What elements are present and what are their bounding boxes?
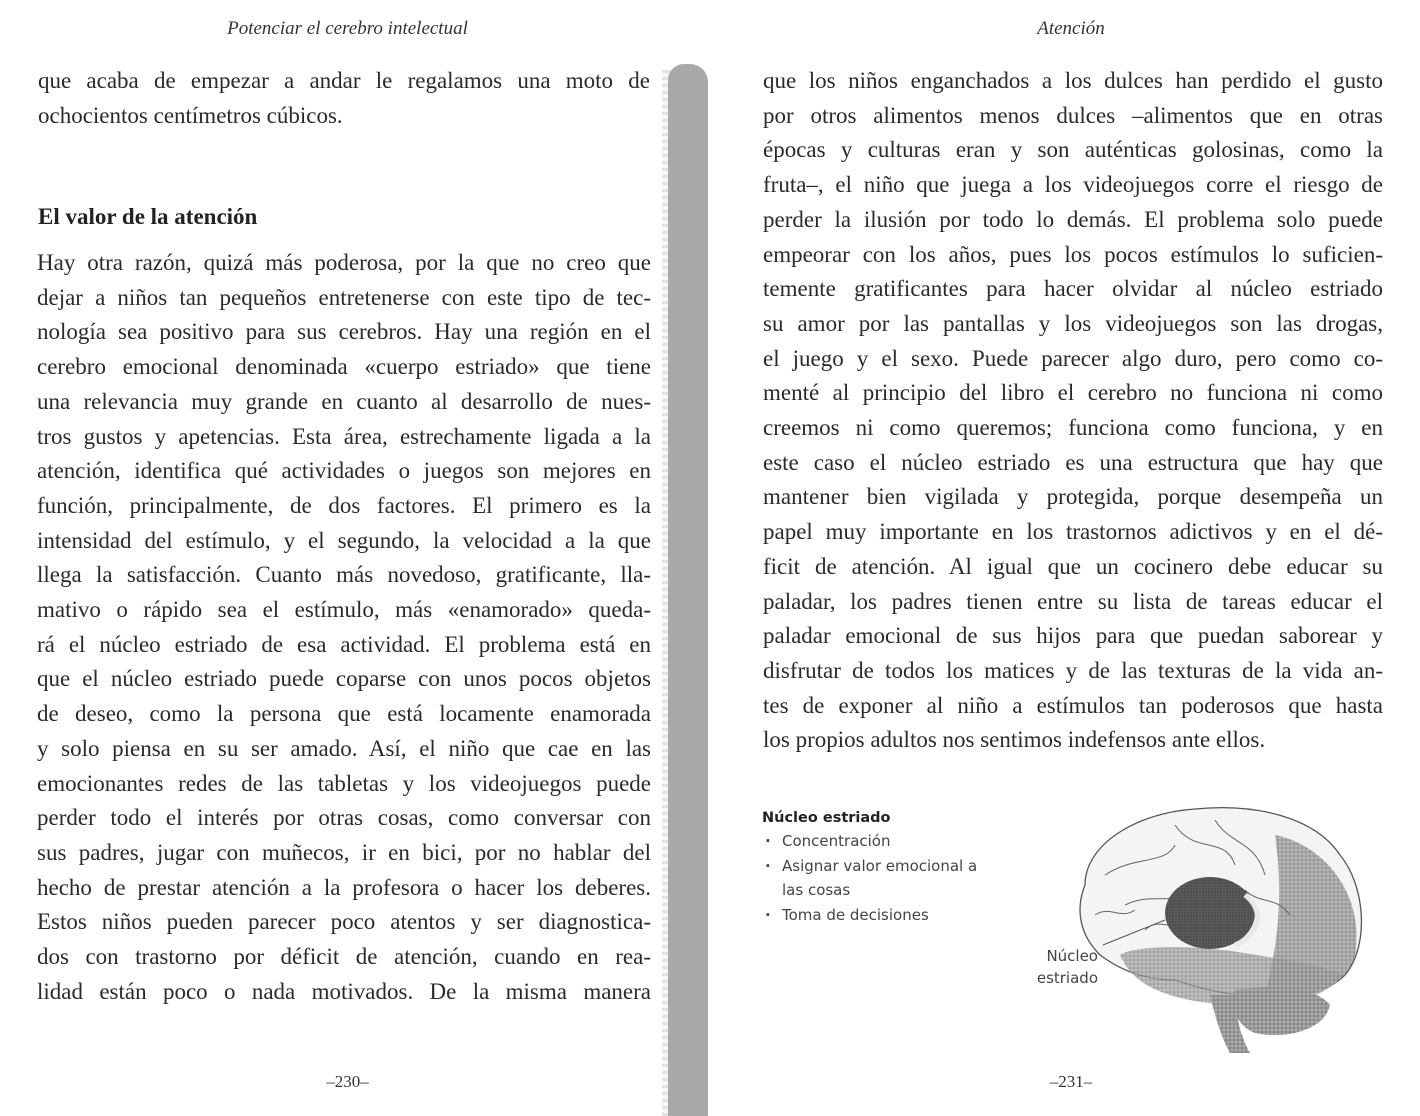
text-line: disfrutar de todos los matices y de las texturas de la vida an- bbox=[763, 657, 1383, 683]
text-line: mantener bien vigilada y protegida, porque desempeña un bbox=[763, 484, 1383, 510]
text-line: los propios adultos nos sentimos indefensos ante ellos. bbox=[763, 727, 1266, 753]
text-line: sus padres, jugar con muñecos, ir en bici, por no hablar del bbox=[37, 839, 651, 865]
sidebar-item: · Toma de decisiones bbox=[762, 903, 1012, 928]
text-line: papel muy importante en los trastornos adictivos y en el dé- bbox=[763, 519, 1383, 545]
section-heading: El valor de la atención bbox=[38, 204, 258, 229]
text-line: nología sea positivo para sus cerebros. Hay una región en el bbox=[37, 319, 651, 345]
figure-label-line1: Núcleo bbox=[1046, 947, 1098, 965]
left-page bbox=[0, 0, 668, 1116]
text-line: tes de exponer al niño a estímulos tan poderosos que hasta bbox=[763, 692, 1383, 718]
sidebar-item-text: Asignar valor emocional a las cosas bbox=[782, 856, 978, 899]
page-number-left: –230– bbox=[326, 1072, 369, 1091]
text-line: que el núcleo estriado puede coparse con unos pocos objetos bbox=[37, 666, 651, 692]
text-line: épocas y culturas eran y son auténticas golosinas, como la bbox=[763, 137, 1383, 163]
text-line: atención, identifica qué actividades o juegos son mejores en bbox=[37, 458, 651, 484]
sidebar-list bbox=[762, 829, 1012, 927]
page-number-right: –231– bbox=[1049, 1072, 1093, 1091]
text-line: tros gustos y apetencias. Esta área, estrechamente ligada a la bbox=[37, 423, 651, 449]
brain-illustration bbox=[1025, 795, 1405, 1055]
body-paragraph-right bbox=[763, 64, 1383, 758]
sidebar-key-points bbox=[762, 810, 1012, 927]
text-line: por otros alimentos menos dulces –alimentos que en otras bbox=[763, 102, 1383, 128]
striatum-highlight bbox=[1165, 877, 1255, 949]
text-line: temente gratificantes para hacer olvidar al núcleo estriado bbox=[763, 276, 1383, 302]
text-line: rá el núcleo estriado de esa actividad. El problema está en bbox=[37, 631, 651, 657]
text-line: mativo o rápido sea el estímulo, más «enamorado» queda- bbox=[37, 597, 651, 623]
text-line: Hay otra razón, quizá más poderosa, por la que no creo que bbox=[37, 250, 651, 275]
sidebar-item: · Concentración bbox=[762, 829, 1012, 854]
text-line: el juego y el sexo. Puede parecer algo duro, pero como co- bbox=[763, 345, 1383, 371]
text-line: cerebro emocional denominada «cuerpo estriado» que tiene bbox=[37, 354, 651, 380]
text-line: ficit de atención. Al igual que un cocinero debe educar su bbox=[763, 553, 1383, 579]
sidebar-item bbox=[762, 854, 1012, 903]
text-line: este caso el núcleo estriado es una estructura que hay que bbox=[763, 449, 1383, 475]
text-line: ochocientos centímetros cúbicos. bbox=[38, 102, 343, 128]
text-line: dos con trastorno por déficit de atención, cuando en rea- bbox=[37, 944, 651, 970]
text-line: dejar a niños tan pequeños entretenerse con este tipo de tec- bbox=[37, 284, 651, 310]
text-line: llega la satisfacción. Cuanto más novedoso, gratificante, lla- bbox=[37, 562, 651, 588]
sidebar-title: Núcleo estriado bbox=[762, 810, 891, 826]
text-line: que los niños enganchados a los dulces han perdido el gusto bbox=[763, 68, 1383, 93]
text-line: lidad están poco o nada motivados. De la misma manera bbox=[37, 978, 651, 1004]
text-line: empeorar con los años, pues los pocos estímulos lo suficien- bbox=[763, 241, 1383, 267]
text-line: paladar emocional de sus hijos para que puedan saborear y bbox=[763, 623, 1383, 649]
text-line: intensidad del estímulo, y el segundo, la velocidad a la que bbox=[37, 527, 651, 553]
figure-label-line2: estriado bbox=[1036, 969, 1098, 987]
book-gutter-shadow bbox=[668, 64, 708, 1116]
text-line: una relevancia muy grande en cuanto al desarrollo de nues- bbox=[37, 388, 651, 414]
text-line: paladar, los padres tienen entre su lista de tareas educar el bbox=[763, 588, 1383, 614]
text-line: hecho de prestar atención a la profesora o hacer los deberes. bbox=[37, 874, 651, 900]
text-line: que acaba de empezar a andar le regalamos una moto de bbox=[38, 68, 650, 93]
running-head-left: Potenciar el cerebro intelectual bbox=[227, 18, 468, 39]
text-line: menté al principio del libro el cerebro no funciona ni como bbox=[763, 380, 1383, 406]
text-line: y solo piensa en su ser amado. Así, el niño que cae en las bbox=[37, 735, 651, 761]
text-line: su amor por las pantallas y los videojuegos son las drogas, bbox=[763, 310, 1383, 336]
text-line: emocionantes redes de las tabletas y los videojuegos puede bbox=[37, 770, 651, 796]
running-head-right: Atención bbox=[1037, 18, 1105, 39]
text-line: perder la ilusión por todo lo demás. El problema solo puede bbox=[763, 206, 1383, 232]
text-line: Estos niños pueden parecer poco atentos y ser diagnostica- bbox=[37, 909, 651, 935]
text-line: función, principalmente, de dos factores. El primero es la bbox=[37, 492, 651, 518]
opening-text bbox=[38, 64, 650, 133]
text-line: fruta–, el niño que juega a los videojuegos corre el riesgo de bbox=[763, 172, 1383, 198]
text-line: perder todo el interés por otras cosas, como conversar con bbox=[37, 805, 651, 831]
text-line: de deseo, como la persona que está locamente enamorada bbox=[37, 701, 651, 727]
figure-label bbox=[1020, 945, 1098, 989]
body-paragraph-left bbox=[37, 246, 651, 1009]
text-line: creemos ni como queremos; funciona como funciona, y en bbox=[763, 415, 1383, 441]
